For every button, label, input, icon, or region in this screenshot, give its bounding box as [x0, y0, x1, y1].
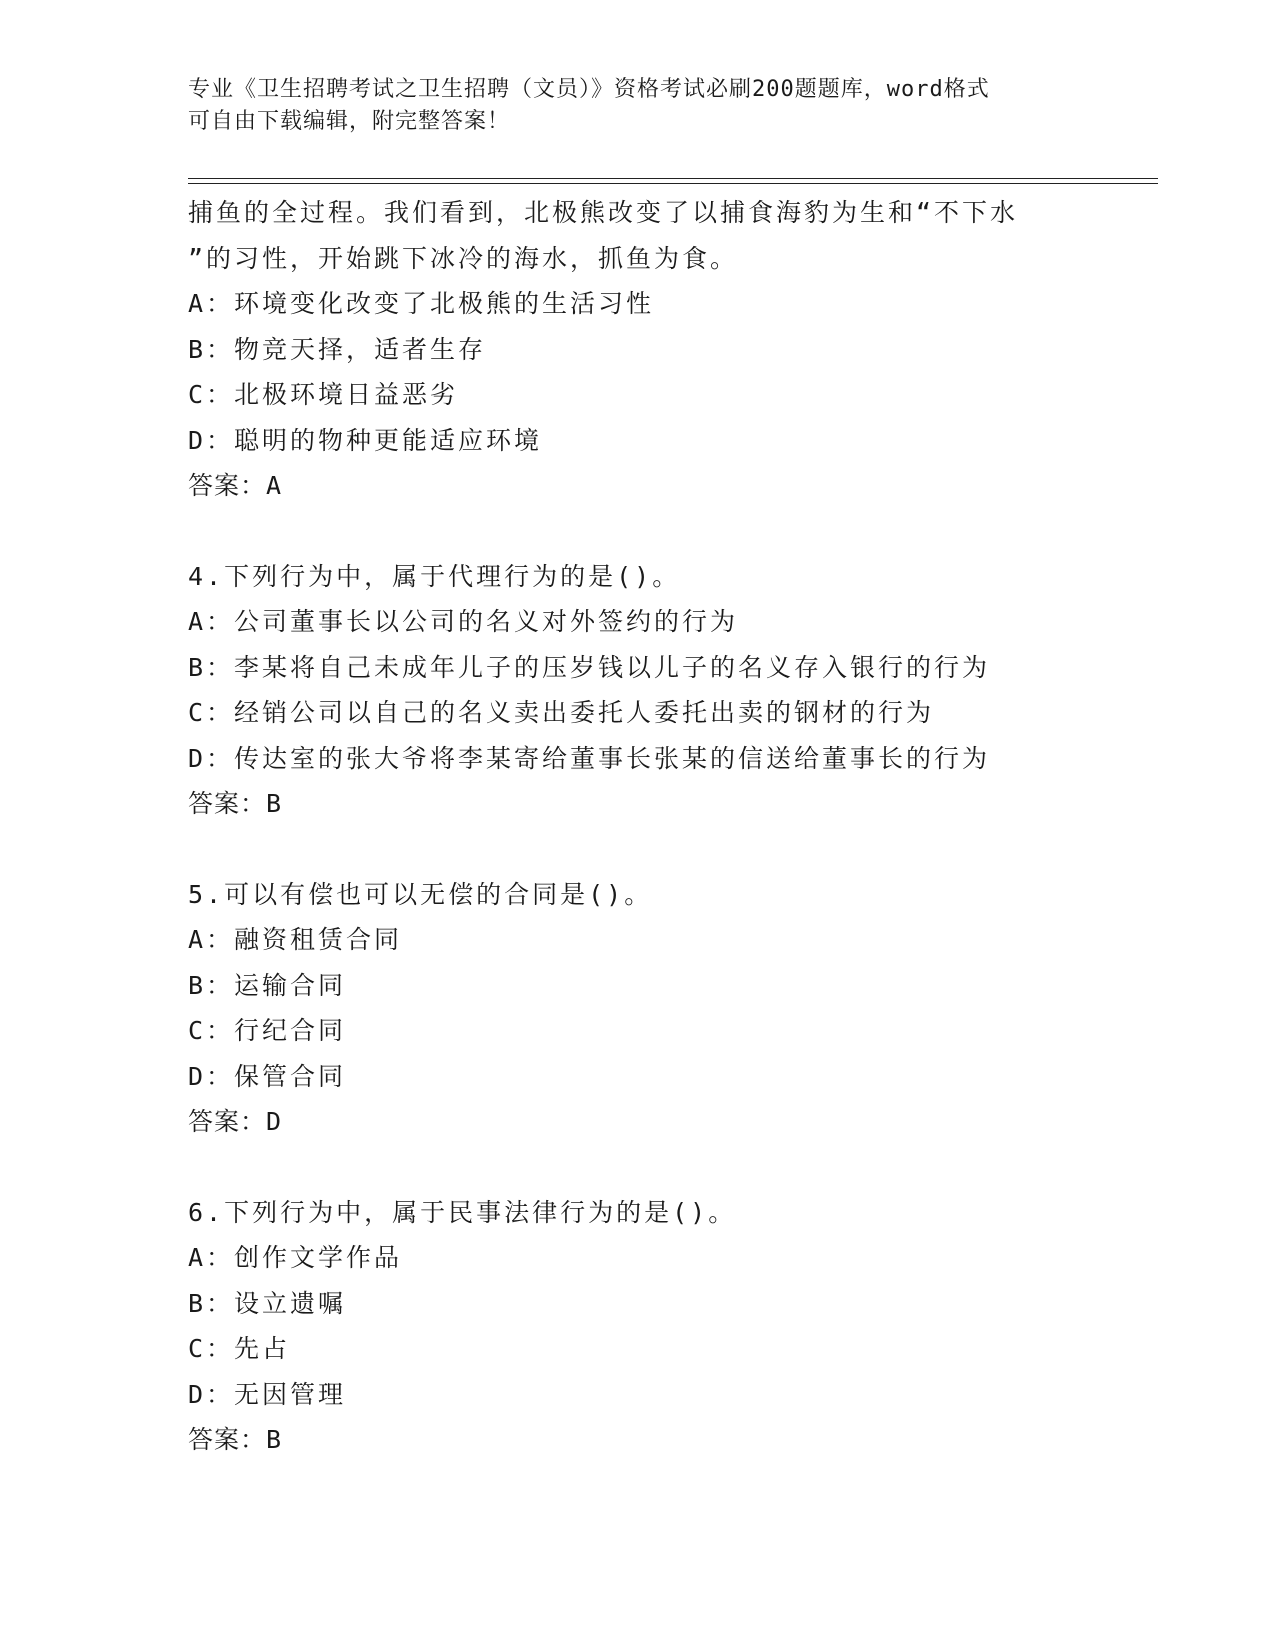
answer-value: B — [266, 789, 283, 818]
question-stem-line: 捕鱼的全过程。我们看到，北极熊改变了以捕食海豹为生和“不下水 — [188, 198, 1019, 227]
option-a: A：融资租赁合同 — [188, 925, 403, 954]
question-stem: 6.下列行为中，属于民事法律行为的是()。 — [188, 1197, 737, 1227]
option-a: A：公司董事长以公司的名义对外签约的行为 — [188, 607, 739, 636]
option-b: B：运输合同 — [188, 970, 347, 1000]
answer-label: 答案： — [188, 471, 267, 500]
option-c: C：北极环境日益恶劣 — [188, 380, 459, 409]
option-b: B：李某将自己未成年儿子的压岁钱以儿子的名义存入银行的行为 — [188, 652, 991, 682]
answer-label: 答案： — [188, 1425, 267, 1454]
option-d: D：保管合同 — [188, 1061, 347, 1091]
answer-line — [188, 463, 1148, 509]
answer-value: A — [266, 471, 283, 500]
option-b: B：设立遗嘱 — [188, 1288, 347, 1318]
question-block-continued — [188, 190, 1148, 509]
option-d: D：聪明的物种更能适应环境 — [188, 425, 543, 455]
option-c: C：行纪合同 — [188, 1016, 347, 1045]
answer-line — [188, 1099, 1148, 1145]
option-d: D：无因管理 — [188, 1379, 347, 1409]
header-divider-top — [188, 178, 1158, 179]
question-stem-line: ”的习性，开始跳下冰冷的海水，抓鱼为食。 — [188, 243, 739, 273]
answer-label: 答案： — [188, 1107, 267, 1136]
question-block-6 — [188, 1190, 1148, 1463]
option-d: D：传达室的张大爷将李某寄给董事长张某的信送给董事长的行为 — [188, 743, 991, 773]
question-stem: 4.下列行为中，属于代理行为的是()。 — [188, 561, 681, 591]
option-a: A：环境变化改变了北极熊的生活习性 — [188, 289, 655, 318]
option-b: B：物竞天择，适者生存 — [188, 334, 487, 364]
document-header — [188, 74, 1088, 138]
option-c: C：先占 — [188, 1334, 291, 1363]
answer-value: B — [266, 1425, 283, 1454]
option-a: A：创作文学作品 — [188, 1243, 403, 1272]
option-c: C：经销公司以自己的名义卖出委托人委托出卖的钢材的行为 — [188, 698, 935, 727]
answer-label: 答案： — [188, 789, 267, 818]
header-line-1: 专业《卫生招聘考试之卫生招聘（文员）》资格考试必刷200题题库，word格式 — [188, 77, 990, 102]
question-block-5 — [188, 872, 1148, 1145]
answer-line — [188, 781, 1148, 827]
question-block-4 — [188, 554, 1148, 827]
question-list — [188, 190, 1148, 1463]
header-line-2: 可自由下载编辑，附完整答案！ — [188, 109, 511, 134]
answer-line — [188, 1417, 1148, 1463]
answer-value: D — [266, 1107, 283, 1136]
question-stem: 5.可以有偿也可以无偿的合同是()。 — [188, 879, 653, 909]
header-divider-bottom — [188, 183, 1158, 184]
